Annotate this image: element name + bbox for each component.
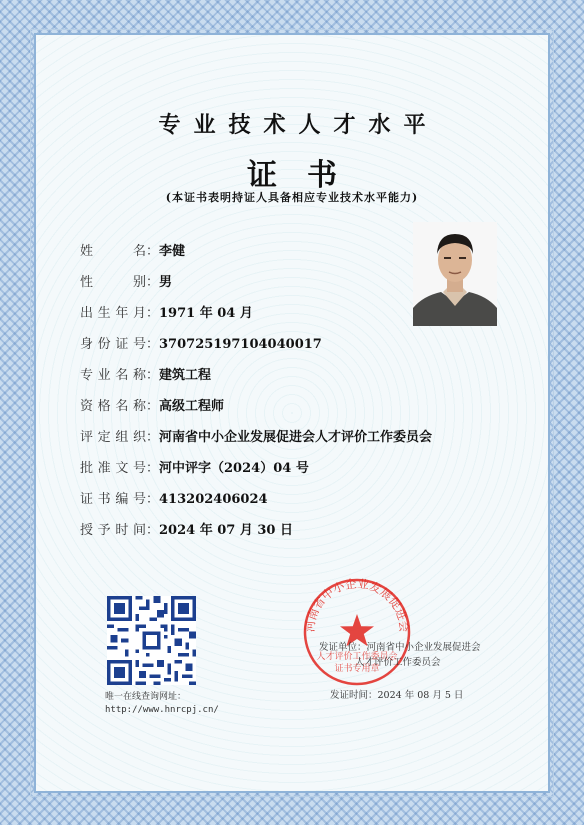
certificate-title: 专业技术人才水平	[158, 112, 439, 138]
colon: ：	[146, 337, 160, 352]
field-label: 授予时间	[80, 523, 146, 538]
field-label: 性 别	[80, 275, 146, 290]
field-value: 建筑工程	[159, 368, 212, 383]
field-label: 身份证号	[80, 337, 146, 352]
field-id-number	[80, 336, 322, 354]
colon: ：	[146, 244, 160, 259]
field-value: 370725197104040017	[159, 337, 322, 352]
holder-photo	[413, 222, 497, 326]
field-label: 姓 名	[80, 244, 146, 259]
colon: ：	[146, 523, 160, 538]
colon: ：	[146, 368, 160, 383]
field-approval-no	[80, 460, 309, 478]
colon: ：	[146, 275, 160, 290]
field-value: 李健	[159, 244, 186, 259]
colon: ：	[146, 461, 160, 476]
issue-date: 发证时间：2024 年 08 月 5 日	[330, 690, 464, 701]
field-value: 河中评字（2024）04 号	[159, 461, 309, 476]
svg-text:证书专用章: 证书专用章	[334, 664, 380, 674]
certificate-heading: 证书	[247, 158, 367, 193]
field-grant-date	[80, 522, 293, 540]
colon: ：	[146, 306, 160, 321]
field-organization	[80, 429, 432, 447]
qr-caption: 唯一在线查询网址：	[105, 692, 187, 702]
field-label: 批准文号	[80, 461, 146, 476]
issuer-line-1: 发证单位：河南省中小企业发展促进会	[319, 642, 481, 653]
issuer-block	[319, 640, 481, 670]
field-value: 1971 年 04 月	[159, 306, 253, 321]
svg-text:河南省中小企业发展促进会: 河南省中小企业发展促进会	[302, 576, 412, 633]
verification-url-link[interactable]: http://www.hnrcpj.cn/	[105, 705, 219, 715]
field-gender	[80, 274, 172, 292]
field-label: 出生年月	[80, 306, 146, 321]
field-label: 专业名称	[80, 368, 146, 383]
svg-text:人才评价工作委员会: 人才评价工作委员会	[316, 652, 398, 662]
field-value: 413202406024	[159, 492, 268, 507]
field-certificate-no	[80, 491, 268, 509]
field-label: 资格名称	[80, 399, 146, 414]
field-label: 证书编号	[80, 492, 146, 507]
field-value: 男	[159, 275, 173, 290]
qr-code[interactable]	[107, 596, 196, 685]
colon: ：	[146, 492, 160, 507]
field-value: 河南省中小企业发展促进会人才评价工作委员会	[159, 430, 433, 445]
field-qualification	[80, 398, 224, 416]
issuer-line-2: 人才评价工作委员会	[355, 657, 441, 668]
field-value: 高级工程师	[159, 399, 225, 414]
field-label: 评定组织	[80, 430, 146, 445]
field-name	[80, 243, 185, 261]
official-seal	[301, 576, 413, 688]
certificate-subtitle: (本证书表明持证人具备相应专业技术水平能力)	[165, 191, 419, 204]
colon: ：	[146, 399, 160, 414]
field-major	[80, 367, 211, 385]
colon: ：	[146, 430, 160, 445]
field-birth	[80, 305, 253, 323]
field-value: 2024 年 07 月 30 日	[159, 523, 294, 538]
